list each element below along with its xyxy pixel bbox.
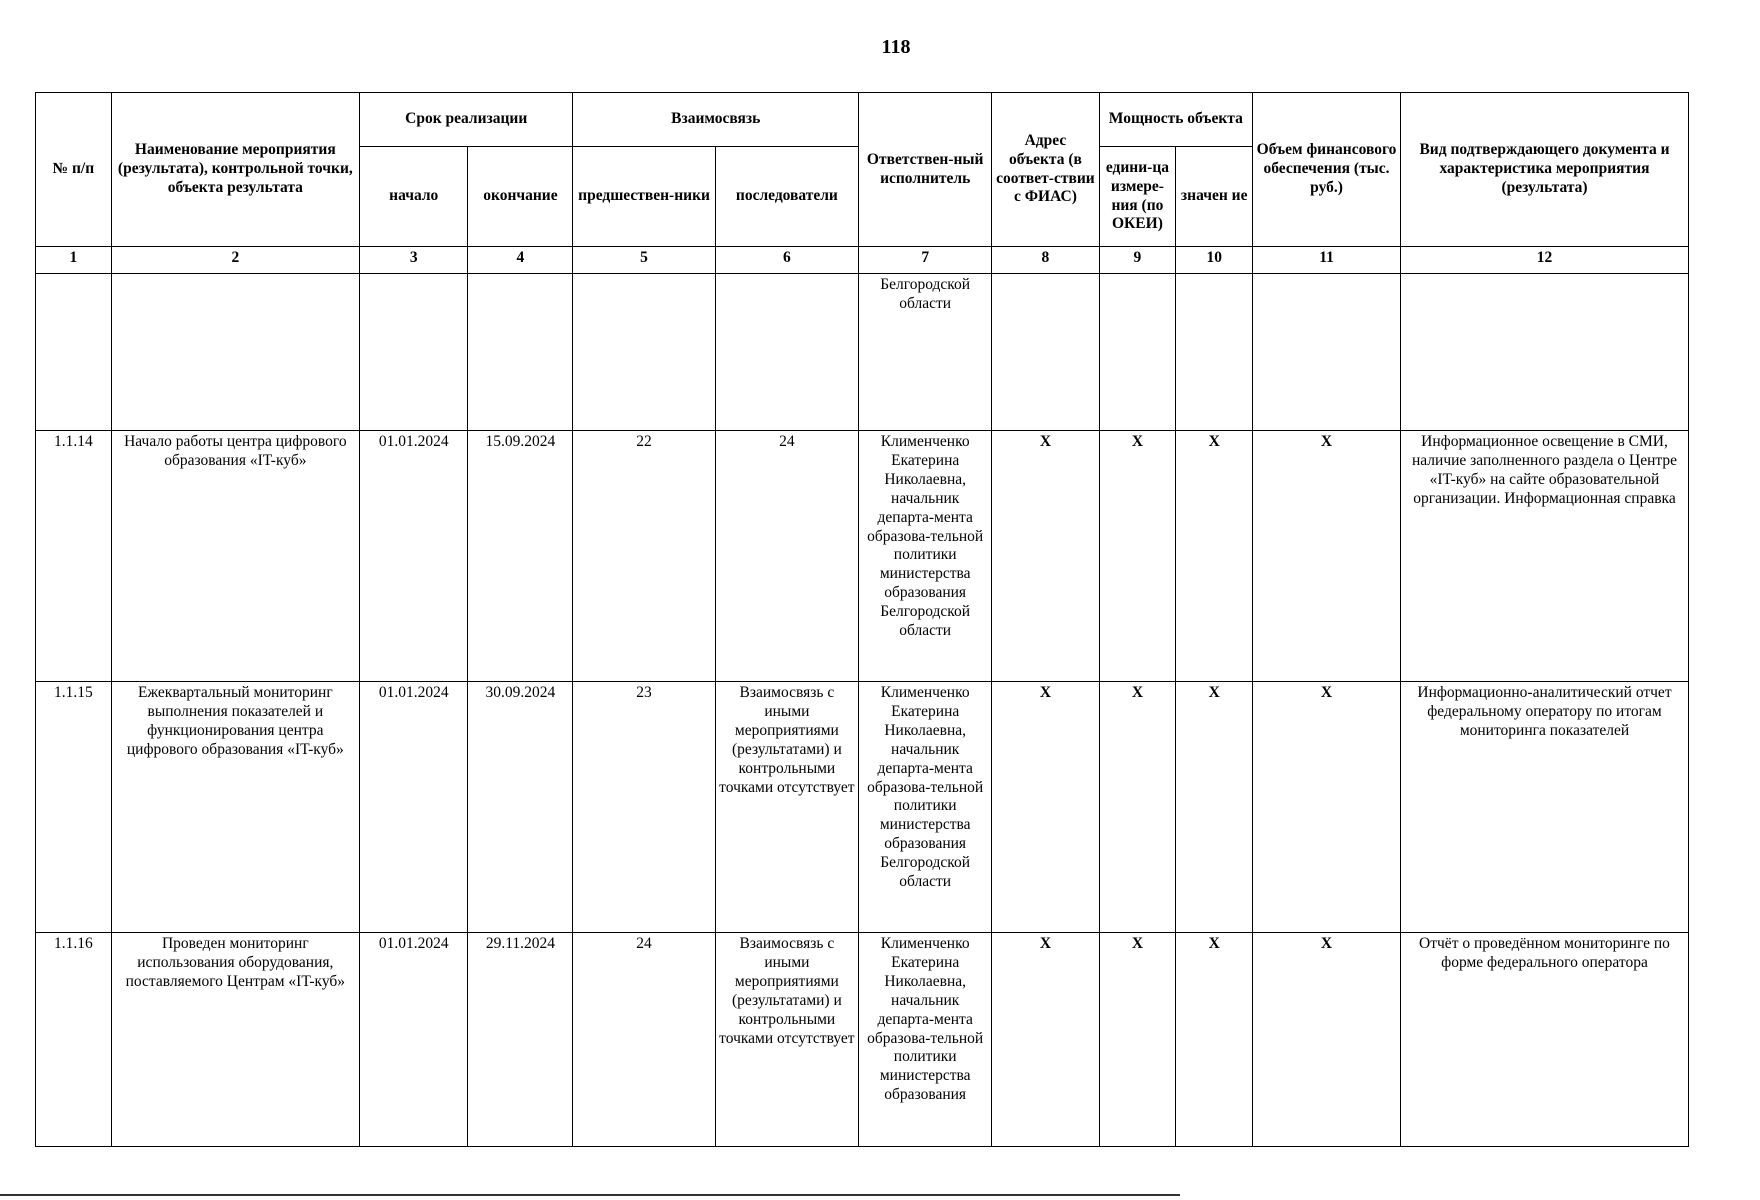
header-name: Наименование мероприятия (результата), контрольной точки, объекта результата	[111, 93, 359, 247]
cell-unit: Х	[1099, 933, 1176, 1147]
header-address: Адрес объекта (в соответ-ствии с ФИАС)	[992, 93, 1099, 247]
table-row	[36, 431, 1689, 682]
cell-responsible: Белгородской области	[859, 274, 992, 431]
table-row	[36, 933, 1689, 1147]
plan-table	[35, 92, 1689, 1147]
cell-address: Х	[992, 431, 1099, 682]
header-link: Взаимосвязь	[573, 93, 859, 147]
cell-finance: Х	[1253, 431, 1401, 682]
cell-address	[992, 274, 1099, 431]
column-number: 4	[468, 247, 573, 274]
cell-name: Ежеквартальный мониторинг выполнения показателей и функционирования центра цифрового образования «IT-куб»	[111, 682, 359, 933]
cell-name: Проведен мониторинг использования оборудования, поставляемого Центрам «IT-куб»	[111, 933, 359, 1147]
cell-prev: 22	[573, 431, 715, 682]
header-power-unit: едини-ца измере-ния (по ОКЕИ)	[1099, 147, 1176, 247]
cell-unit: Х	[1099, 682, 1176, 933]
header-link-next: последователи	[715, 147, 858, 247]
cell-prev: 24	[573, 933, 715, 1147]
cell-start: 01.01.2024	[360, 431, 468, 682]
cell-start: 01.01.2024	[360, 933, 468, 1147]
cell-responsible: Клименченко Екатерина Николаевна, начальник департа-мента образова-тельной политики министерства образования Белгородской области	[859, 431, 992, 682]
column-number: 6	[715, 247, 858, 274]
header-term-start: начало	[360, 147, 468, 247]
column-number: 10	[1176, 247, 1253, 274]
cell-document: Информационно-аналитический отчет федеральному оператору по итогам мониторинга показателей	[1400, 682, 1688, 933]
cell-value: Х	[1176, 933, 1253, 1147]
header-document: Вид подтверждающего документа и характеристика мероприятия (результата)	[1400, 93, 1688, 247]
column-numbers-row	[36, 247, 1689, 274]
cell-address: Х	[992, 933, 1099, 1147]
cell-num: 1.1.14	[36, 431, 112, 682]
cell-num	[36, 274, 112, 431]
cell-end: 15.09.2024	[468, 431, 573, 682]
cell-value: Х	[1176, 431, 1253, 682]
cell-next: Взаимосвязь с иными мероприятиями (результатами) и контрольными точками отсутствует	[715, 682, 858, 933]
header-link-prev: предшествен-ники	[573, 147, 715, 247]
cell-prev	[573, 274, 715, 431]
cell-start	[360, 274, 468, 431]
cell-next	[715, 274, 858, 431]
cell-value	[1176, 274, 1253, 431]
cell-end	[468, 274, 573, 431]
column-number: 8	[992, 247, 1099, 274]
cell-next: Взаимосвязь с иными мероприятиями (результатами) и контрольными точками отсутствует	[715, 933, 858, 1147]
table-row	[36, 274, 1689, 431]
page-divider	[0, 1194, 1180, 1196]
cell-address: Х	[992, 682, 1099, 933]
cell-num: 1.1.16	[36, 933, 112, 1147]
cell-finance: Х	[1253, 682, 1401, 933]
header-power-value: значен ие	[1176, 147, 1253, 247]
cell-document: Отчёт о проведённом мониторинге по форме федерального оператора	[1400, 933, 1688, 1147]
column-number: 12	[1400, 247, 1688, 274]
cell-end: 29.11.2024	[468, 933, 573, 1147]
column-number: 9	[1099, 247, 1176, 274]
cell-responsible: Клименченко Екатерина Николаевна, начальник департа-мента образова-тельной политики министерства образования Белгородской области	[859, 682, 992, 933]
column-number: 2	[111, 247, 359, 274]
page-number: 118	[881, 36, 911, 58]
cell-responsible: Клименченко Екатерина Николаевна, начальник департа-мента образова-тельной политики министерства образования	[859, 933, 992, 1147]
cell-name: Начало работы центра цифрового образования «IT-куб»	[111, 431, 359, 682]
cell-name	[111, 274, 359, 431]
cell-finance	[1253, 274, 1401, 431]
cell-next: 24	[715, 431, 858, 682]
header-finance: Объем финансового обеспечения (тыс. руб.)	[1253, 93, 1401, 247]
header-responsible: Ответствен-ный исполнитель	[859, 93, 992, 247]
cell-unit: Х	[1099, 431, 1176, 682]
header-term: Срок реализации	[360, 93, 573, 147]
cell-finance: Х	[1253, 933, 1401, 1147]
column-number: 7	[859, 247, 992, 274]
column-number: 5	[573, 247, 715, 274]
table-row	[36, 682, 1689, 933]
cell-end: 30.09.2024	[468, 682, 573, 933]
cell-start: 01.01.2024	[360, 682, 468, 933]
column-number: 1	[36, 247, 112, 274]
column-number: 3	[360, 247, 468, 274]
header-num: № п/п	[36, 93, 112, 247]
cell-num: 1.1.15	[36, 682, 112, 933]
cell-unit	[1099, 274, 1176, 431]
cell-prev: 23	[573, 682, 715, 933]
cell-document: Информационное освещение в СМИ, наличие заполненного раздела о Центре «IT-куб» на сайте образовательной организации. Информационная справка	[1400, 431, 1688, 682]
header-term-end: окончание	[468, 147, 573, 247]
header-power: Мощность объекта	[1099, 93, 1253, 147]
cell-value: Х	[1176, 682, 1253, 933]
cell-document	[1400, 274, 1688, 431]
column-number: 11	[1253, 247, 1401, 274]
